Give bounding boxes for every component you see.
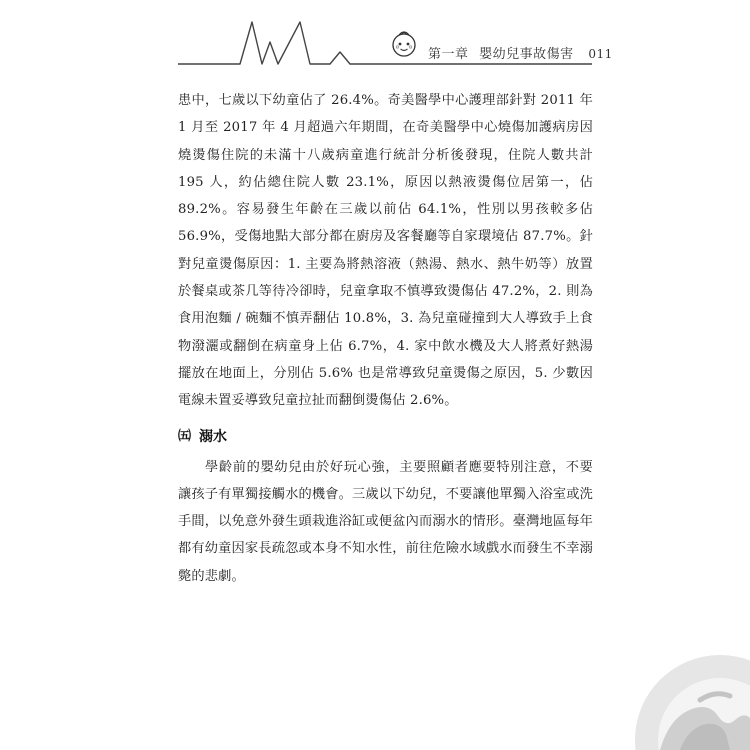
page-body xyxy=(178,87,593,590)
running-header xyxy=(428,43,613,62)
chapter-label: 第一章 xyxy=(428,47,469,62)
section-number: ㈤ xyxy=(178,428,192,444)
corner-decoration-image xyxy=(530,620,750,750)
burns-paragraph: 患中，七歲以下幼童佔了 26.4%。奇美醫學中心護理部針對 2011 年 1 月至 2017 年 4 月超過六年期間，在奇美醫學中心燒傷加護病房因燒燙傷住院的未滿十八歲病童進行統計分析後發現，住院人數共計 195 人，約佔總住院人數 23.1%，原因以熱液燙傷位居第一，佔 89.2%。容易發生年齡在三歲以前佔 64.1%，性別以男孩較多佔 56.9%，受傷地點大部分都在廚房及客餐廳等自家環境佔 87.7%。針對兒童燙傷原因：1. 主要為將熱溶液（熱湯、熱水、熱牛奶等）放置於餐桌或茶几等待冷卻時，兒童拿取不慎導致燙傷佔 47.2%，2. 則為食用泡麵 / 碗麵不慎弄翻佔 10.8%，3. 為兒童碰撞到大人導致手上食物潑灑或翻倒在病童身上佔 6.7%，4. 家中飲水機及大人將煮好熱湯擺放在地面上，分別佔 5.6% 也是常導致兒童燙傷之原因，5. 少數因電線未置妥導致兒童拉扯而翻倒燙傷佔 2.6%。 xyxy=(178,93,593,409)
baby-face-icon xyxy=(389,28,419,58)
section-heading-drowning xyxy=(178,420,593,454)
drowning-paragraph: 學齡前的嬰幼兒由於好玩心強，主要照顧者應要特別注意，不要讓孩子有單獨接觸水的機會。三歲以下幼兒，不要讓他單獨入浴室或洗手間，以免意外發生頭栽進浴缸或便盆內而溺水的情形。臺灣地區每年都有幼童因家長疏忽或本身不知水性，前往危險水域戲水而發生不幸溺斃的悲劇。 xyxy=(178,459,594,584)
header-heartbeat-line xyxy=(0,0,750,80)
section-title: 溺水 xyxy=(199,428,228,445)
chapter-title: 嬰幼兒事故傷害 xyxy=(479,47,574,62)
page-number: 011 xyxy=(588,47,613,61)
